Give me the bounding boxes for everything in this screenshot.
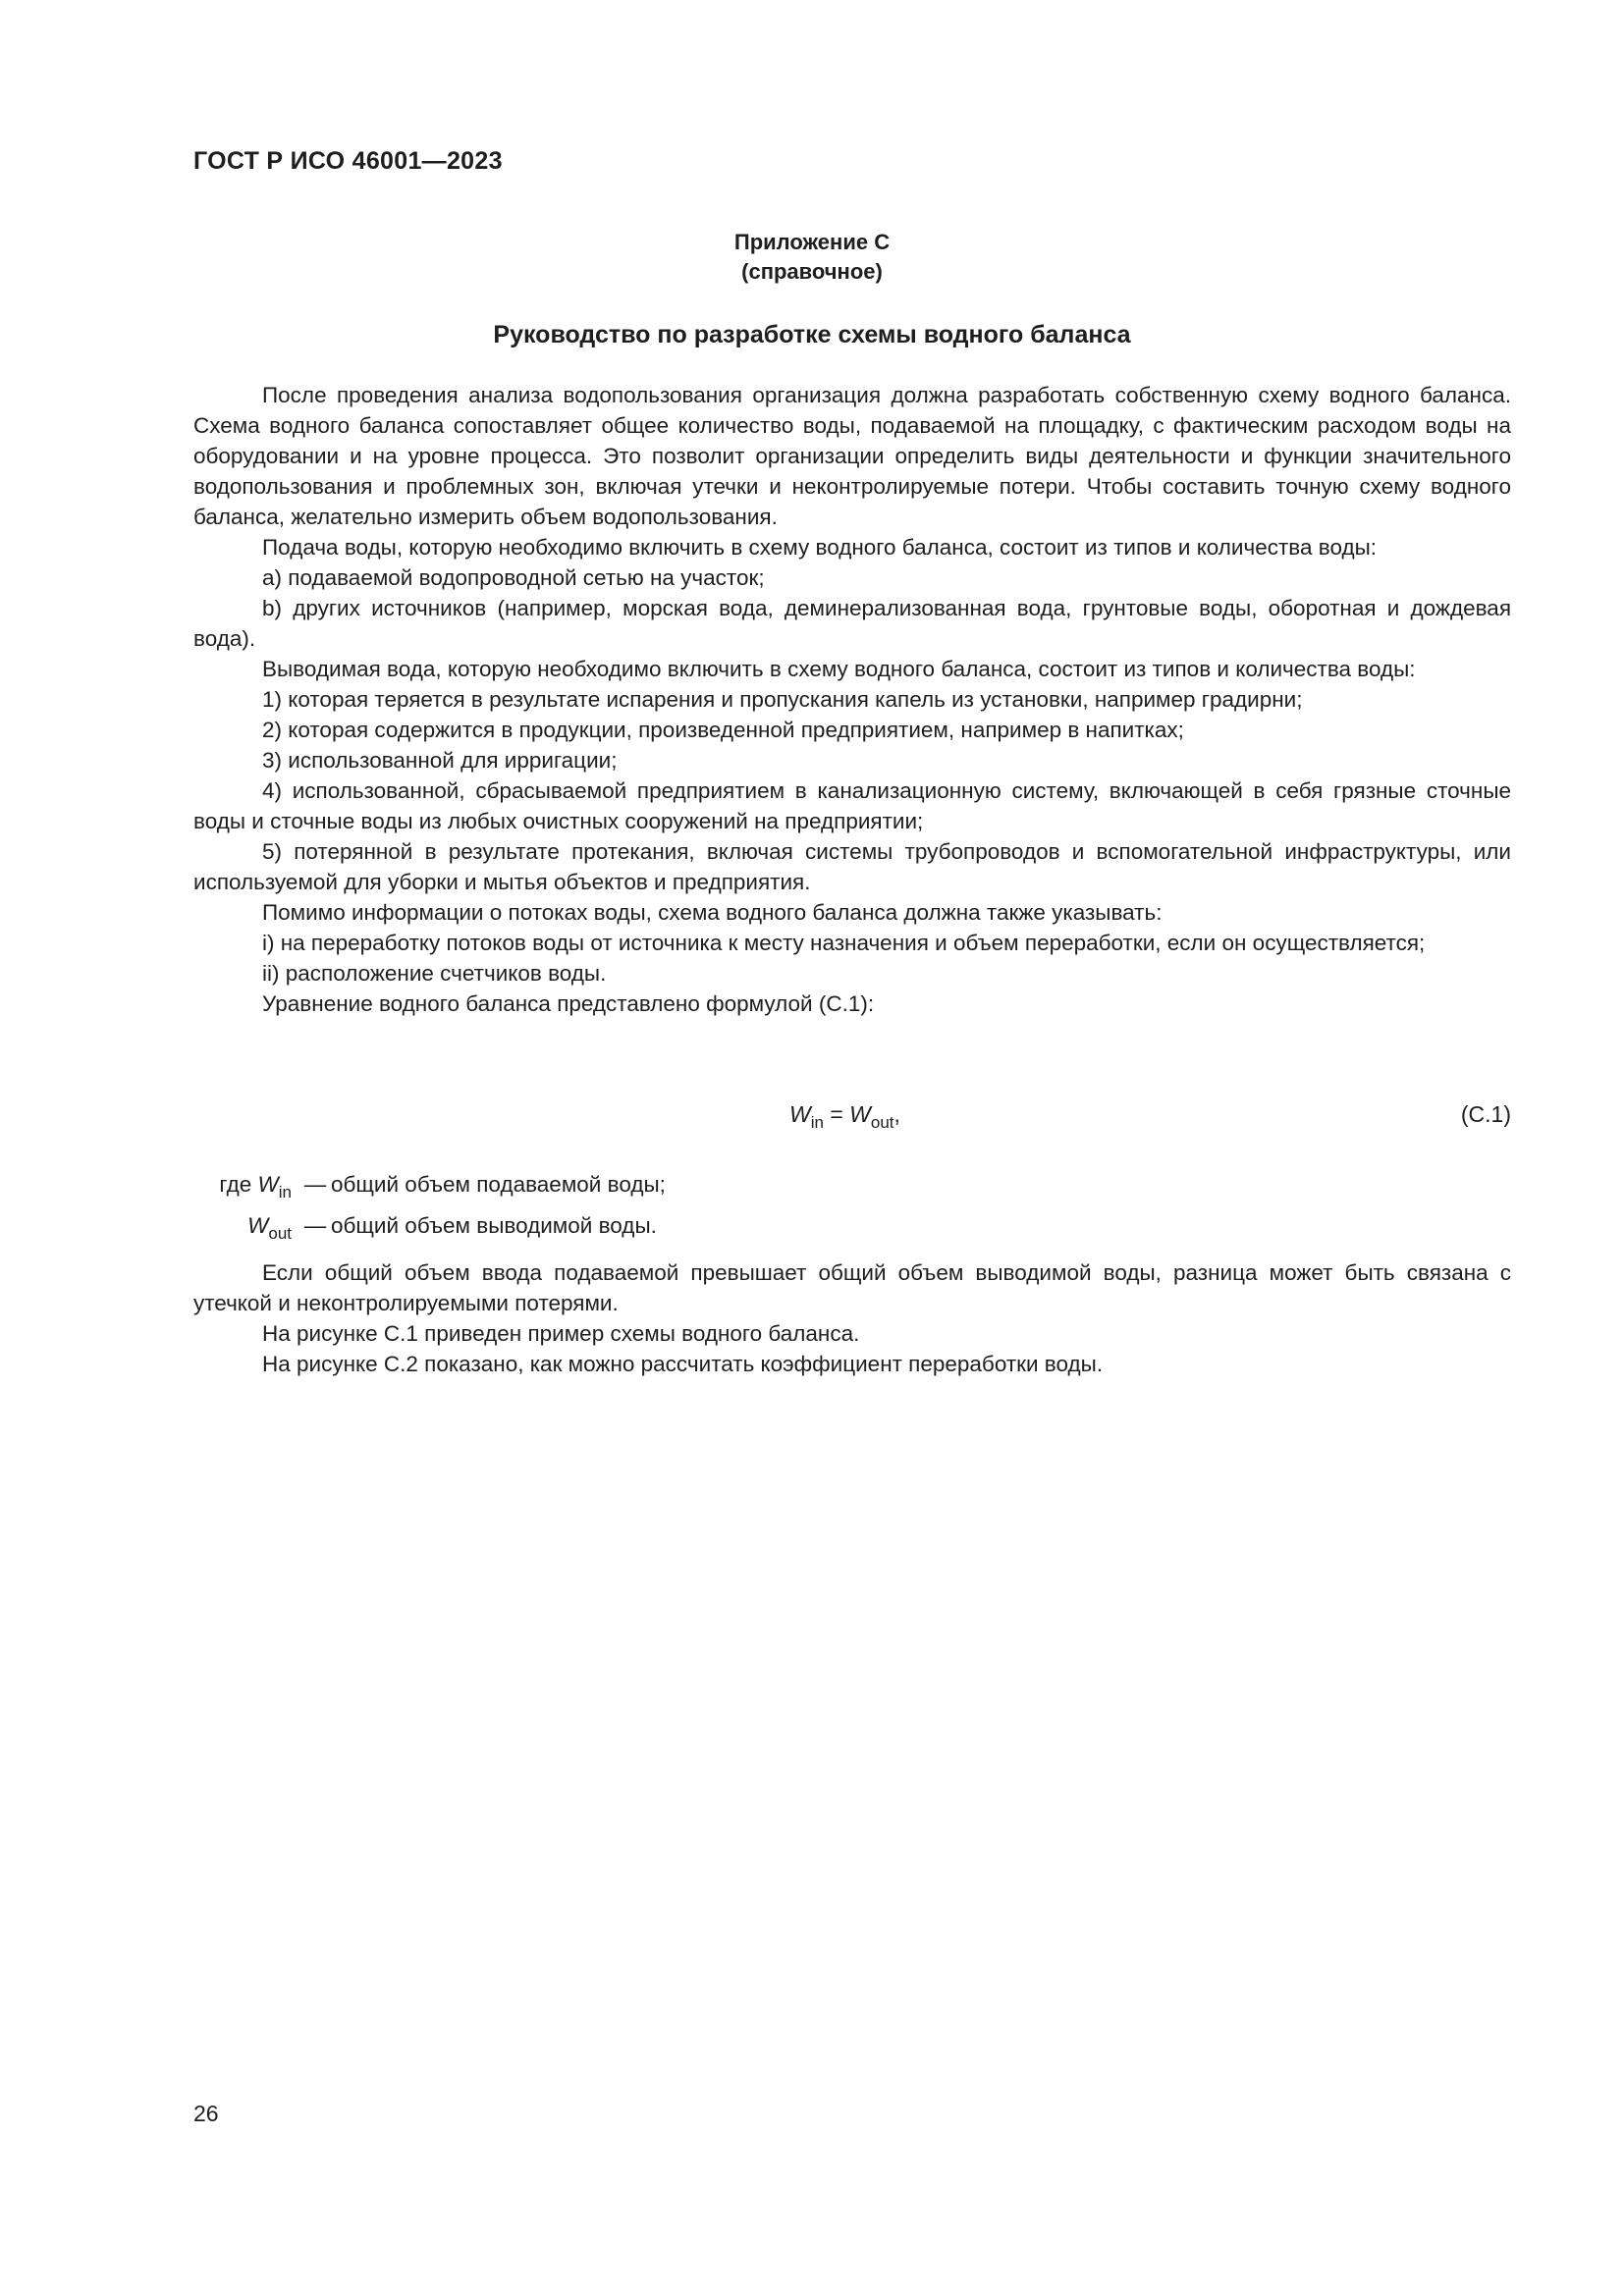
definition-term (193, 1209, 299, 1251)
variable-definitions (193, 1168, 666, 1251)
body-text-continued (193, 1257, 1511, 1379)
equation-rhs: W (849, 1101, 871, 1127)
body-text (193, 380, 1511, 1019)
paragraph: Помимо информации о потоках воды, схема водного баланса должна также указывать: (262, 900, 1163, 925)
paragraph: На рисунке С.2 показано, как можно рассчитать коэффициент переработки воды. (262, 1352, 1104, 1376)
definition-dash: — (303, 1213, 327, 1238)
annex-heading (0, 228, 1624, 287)
equation-formula (789, 1101, 900, 1133)
where-lead: где (219, 1172, 252, 1197)
paragraph: Уравнение водного баланса представлено формулой (С.1): (262, 991, 875, 1016)
equation-lhs-sub: in (810, 1113, 824, 1132)
list-item: i) на переработку потоков воды от источника к месту назначения и объем переработки, если он осуществляется; (262, 931, 1426, 955)
paragraph: На рисунке С.1 приведен пример схемы водного баланса. (262, 1321, 860, 1346)
list-item: b) других источников (например, морская вода, деминерализованная вода, грунтовые воды, оборотная и дождевая вода). (193, 596, 1511, 651)
standard-header: ГОСТ Р ИСО 46001—2023 (193, 147, 503, 175)
list-item: 1) которая теряется в результате испарения и пропускания капель из установки, например градирни; (262, 687, 1303, 712)
list-item: a) подаваемой водопроводной сетью на участок; (262, 565, 765, 590)
paragraph: Выводимая вода, которую необходимо включить в схему водного баланса, состоит из типов и количества воды: (262, 657, 1416, 681)
definition-text: общий объем подаваемой воды; (331, 1172, 666, 1197)
definition-row (193, 1209, 666, 1251)
section-title: Руководство по разработке схемы водного баланса (493, 321, 1131, 348)
list-item: ii) расположение счетчиков воды. (262, 961, 607, 986)
definition-var: W (257, 1172, 279, 1197)
annex-label: Приложение С (733, 230, 891, 254)
definition-term (193, 1168, 299, 1209)
equation-trail: , (893, 1101, 900, 1127)
definition-text: общий объем выводимой воды. (331, 1213, 657, 1238)
definition-var-sub: in (278, 1183, 292, 1201)
annex-status: (справочное) (741, 259, 883, 284)
equation-lhs: W (789, 1101, 811, 1127)
list-item: 4) использованной, сбрасываемой предприятием в канализационную систему, включающей в себя грязные сточные воды и сточные воды из любых очистных сооружений на предприятии; (193, 778, 1511, 833)
equation-number: (С.1) (1460, 1101, 1511, 1127)
equation (193, 1101, 1511, 1141)
definition-row (193, 1168, 666, 1209)
list-item: 3) использованной для ирригации; (262, 748, 618, 773)
paragraph: После проведения анализа водопользования организация должна разработать собственную схему водного баланса. Схема водного баланса сопоставляет общее количество воды, подаваемой на площадку, с фактическим расходом воды на оборудовании и на уровне процесса. Это позволит организации определить виды деятельности и функции значительного водопользования и проблемных зон, включая утечки и неконтролируемые потери. Чтобы составить точную схему водного баланса, желательно измерить объем водопользования. (193, 383, 1511, 529)
definition-dash: — (303, 1172, 327, 1197)
definition-var-sub: out (268, 1224, 292, 1243)
paragraph: Если общий объем ввода подаваемой превышает общий объем выводимой воды, разница может быть связана с утечкой и неконтролируемыми потерями. (193, 1260, 1511, 1315)
list-item: 2) которая содержится в продукции, произведенной предприятием, например в напитках; (262, 718, 1184, 742)
definition-var: W (247, 1213, 269, 1238)
paragraph: Подача воды, которую необходимо включить в схему водного баланса, состоит из типов и количества воды: (262, 535, 1378, 560)
equation-operator: = (823, 1101, 850, 1127)
page-number: 26 (193, 2101, 219, 2126)
list-item: 5) потерянной в результате протекания, включая системы трубопроводов и вспомогательной инфраструктуры, или используемой для уборки и мытья объектов и предприятия. (193, 839, 1511, 894)
equation-rhs-sub: out (870, 1113, 894, 1132)
